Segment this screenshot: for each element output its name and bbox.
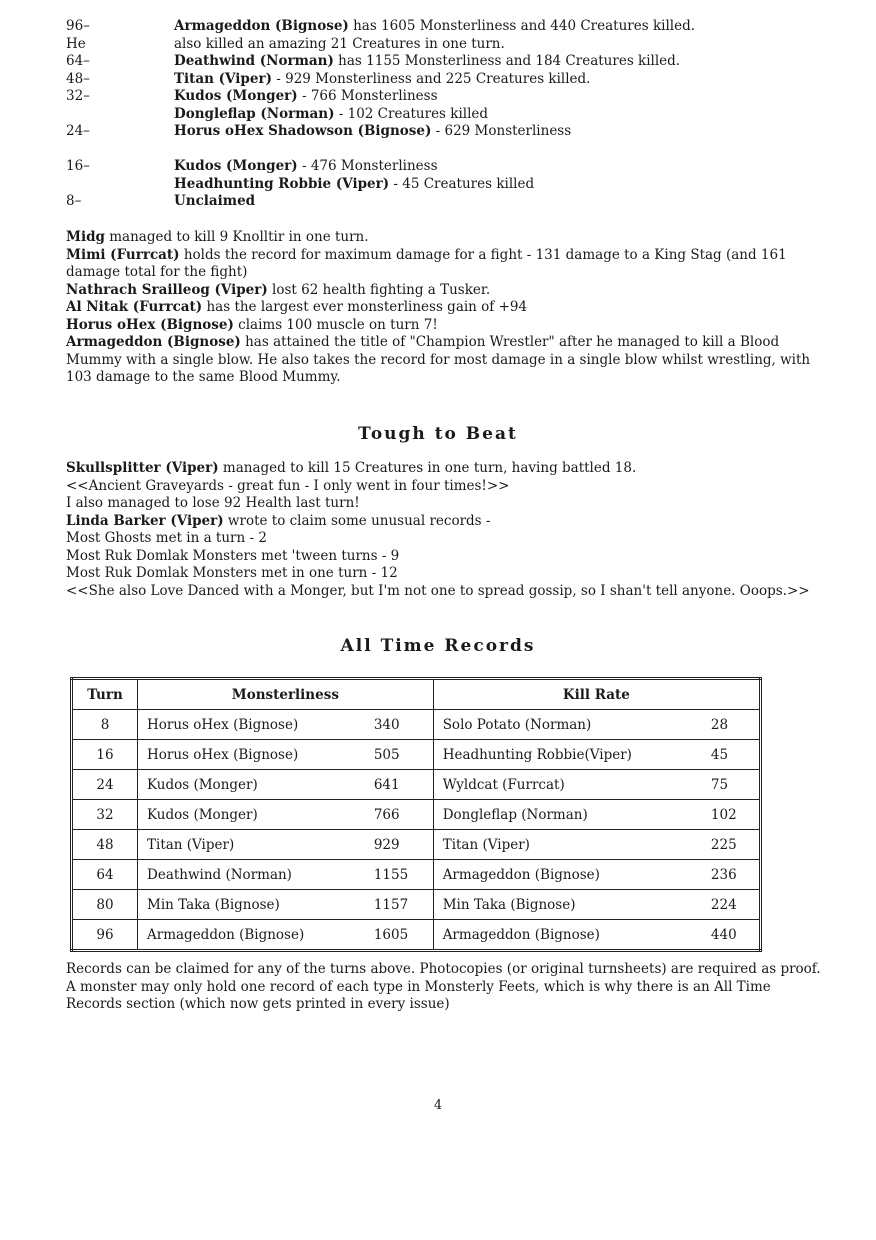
cell-monsterliness-name: Titan (Viper) bbox=[138, 830, 365, 860]
tough-to-beat-heading: Tough to Beat bbox=[358, 424, 518, 444]
tough-line: <<She also Love Danced with a Monger, but I'm not one to spread gossip, so I shan't tell anyone. Ooops.>> bbox=[66, 582, 810, 599]
table-row bbox=[72, 770, 761, 800]
leaderboard-text: Kudos (Monger) - 766 Monsterliness bbox=[174, 88, 438, 104]
leaderboard-text: also killed an amazing 21 Creatures in one turn. bbox=[174, 35, 505, 52]
leaderboard-row bbox=[66, 158, 826, 176]
note-paragraph: Midg managed to kill 9 Knolltir in one turn. bbox=[66, 229, 369, 245]
cell-killrate-name: Armageddon (Bignose) bbox=[433, 860, 702, 890]
cell-monsterliness-value: 1155 bbox=[365, 860, 433, 890]
tough-line: <<Ancient Graveyards - great fun - I only went in four times!>> bbox=[66, 477, 510, 494]
leaderboard-text: Deathwind (Norman) has 1155 Monsterliness and 184 Creatures killed. bbox=[174, 53, 681, 69]
cell-killrate-name: Titan (Viper) bbox=[433, 830, 702, 860]
leaderboard-text: Kudos (Monger) - 476 Monsterliness bbox=[174, 158, 438, 174]
cell-monsterliness-value: 766 bbox=[365, 800, 433, 830]
cell-killrate-name: Dongleflap (Norman) bbox=[433, 800, 702, 830]
cell-turn: 48 bbox=[72, 830, 138, 860]
leaderboard-turn: 48– bbox=[66, 70, 90, 87]
table-row bbox=[72, 920, 761, 951]
header-monsterliness: Monsterliness bbox=[138, 679, 434, 710]
cell-killrate-value: 45 bbox=[702, 740, 761, 770]
header-turn: Turn bbox=[72, 679, 138, 710]
cell-monsterliness-value: 1605 bbox=[365, 920, 433, 951]
all-time-records-table bbox=[70, 677, 762, 952]
cell-killrate-value: 224 bbox=[702, 890, 761, 920]
tough-line: Most Ruk Domlak Monsters met in one turn - 12 bbox=[66, 565, 398, 581]
cell-monsterliness-name: Deathwind (Norman) bbox=[138, 860, 365, 890]
table-row bbox=[72, 710, 761, 740]
cell-killrate-name: Headhunting Robbie(Viper) bbox=[433, 740, 702, 770]
leaderboard-row bbox=[66, 53, 826, 71]
cell-killrate-name: Min Taka (Bignose) bbox=[433, 890, 702, 920]
leaderboard-turn: 96– bbox=[66, 18, 90, 34]
cell-monsterliness-name: Horus oHex (Bignose) bbox=[138, 710, 365, 740]
cell-turn: 32 bbox=[72, 800, 138, 830]
cell-monsterliness-name: Horus oHex (Bignose) bbox=[138, 740, 365, 770]
tough-line: I also managed to lose 92 Health last turn! bbox=[66, 495, 360, 511]
cell-killrate-value: 102 bbox=[702, 800, 761, 830]
leaderboard-text: Unclaimed bbox=[174, 193, 256, 209]
cell-turn: 96 bbox=[72, 920, 138, 951]
cell-monsterliness-value: 505 bbox=[365, 740, 433, 770]
tough-to-beat-section bbox=[66, 460, 826, 600]
leaderboard-row bbox=[66, 88, 826, 106]
header-kill-rate: Kill Rate bbox=[433, 679, 760, 710]
cell-monsterliness-value: 1157 bbox=[365, 890, 433, 920]
cell-turn: 80 bbox=[72, 890, 138, 920]
note-paragraph: Armageddon (Bignose) has attained the title of "Champion Wrestler" after he managed to kill a Blood Mummy with a single blow. He also takes the record for most damage in a single blow whilst wrestling, with 103 damage to the same Blood Mummy. bbox=[66, 334, 811, 385]
cell-killrate-name: Solo Potato (Norman) bbox=[433, 710, 702, 740]
leaderboard-row bbox=[66, 141, 826, 159]
leaderboard-row bbox=[66, 176, 826, 194]
table-header-row bbox=[72, 679, 761, 710]
cell-killrate-name: Wyldcat (Furrcat) bbox=[433, 770, 702, 800]
cell-monsterliness-name: Kudos (Monger) bbox=[138, 800, 365, 830]
leaderboard-row bbox=[66, 193, 826, 211]
note-paragraph: Mimi (Furrcat) holds the record for maximum damage for a fight - 131 damage to a King Stag (and 161 damage total for the fight) bbox=[66, 246, 787, 280]
page-number: 4 bbox=[433, 1098, 443, 1113]
cell-killrate-value: 28 bbox=[702, 710, 761, 740]
cell-turn: 64 bbox=[72, 860, 138, 890]
note-paragraph: Nathrach Srailleog (Viper) lost 62 health fighting a Tusker. bbox=[66, 281, 491, 298]
table-row bbox=[72, 740, 761, 770]
leaderboard-turn bbox=[66, 141, 174, 159]
cell-killrate-name: Armageddon (Bignose) bbox=[433, 920, 702, 951]
cell-killrate-value: 225 bbox=[702, 830, 761, 860]
tough-line: Linda Barker (Viper) wrote to claim some unusual records - bbox=[66, 512, 491, 529]
leaderboard-turn: 32– bbox=[66, 88, 90, 104]
leaderboard-row bbox=[66, 36, 826, 54]
note-paragraph: Al Nitak (Furrcat) has the largest ever monsterliness gain of +94 bbox=[66, 299, 528, 315]
cell-killrate-value: 440 bbox=[702, 920, 761, 951]
footer-paragraph: Records can be claimed for any of the turns above. Photocopies (or original turnsheets) are required as proof. A monster may only hold one record of each type in Monsterly Feets, which is why there is an All Time Records section (which now gets printed in every issue) bbox=[66, 961, 821, 1012]
cell-killrate-value: 75 bbox=[702, 770, 761, 800]
leaderboard-row bbox=[66, 71, 826, 89]
leaderboard-turn: 64– bbox=[66, 53, 90, 69]
cell-turn: 8 bbox=[72, 710, 138, 740]
table-row bbox=[72, 800, 761, 830]
leaderboard-turn: 16– bbox=[66, 158, 90, 174]
leaderboard-turn bbox=[66, 106, 174, 124]
turn-leaderboard bbox=[66, 18, 826, 211]
records-footer bbox=[66, 961, 826, 1014]
cell-monsterliness-name: Min Taka (Bignose) bbox=[138, 890, 365, 920]
tough-line: Skullsplitter (Viper) managed to kill 15 Creatures in one turn, having battled 18. bbox=[66, 460, 637, 476]
leaderboard-text: Armageddon (Bignose) has 1605 Monsterliness and 440 Creatures killed. bbox=[174, 18, 696, 34]
cell-monsterliness-value: 340 bbox=[365, 710, 433, 740]
records-notes bbox=[66, 229, 826, 387]
leaderboard-row bbox=[66, 123, 826, 141]
leaderboard-turn: He bbox=[66, 35, 86, 52]
leaderboard-text: Horus oHex Shadowson (Bignose) - 629 Monsterliness bbox=[174, 123, 572, 139]
cell-killrate-value: 236 bbox=[702, 860, 761, 890]
leaderboard-text: Dongleflap (Norman) - 102 Creatures killed bbox=[174, 105, 489, 122]
cell-monsterliness-name: Kudos (Monger) bbox=[138, 770, 365, 800]
cell-turn: 24 bbox=[72, 770, 138, 800]
table-row bbox=[72, 860, 761, 890]
leaderboard-row bbox=[66, 106, 826, 124]
table-row bbox=[72, 890, 761, 920]
leaderboard-turn: 24– bbox=[66, 123, 90, 139]
cell-monsterliness-value: 641 bbox=[365, 770, 433, 800]
leaderboard-text: Titan (Viper) - 929 Monsterliness and 225 Creatures killed. bbox=[174, 70, 591, 87]
leaderboard-turn: 8– bbox=[66, 193, 82, 209]
cell-turn: 16 bbox=[72, 740, 138, 770]
all-time-records-heading: All Time Records bbox=[340, 636, 536, 656]
cell-monsterliness-value: 929 bbox=[365, 830, 433, 860]
leaderboard-row bbox=[66, 18, 826, 36]
table-row bbox=[72, 830, 761, 860]
cell-monsterliness-name: Armageddon (Bignose) bbox=[138, 920, 365, 951]
tough-line: Most Ghosts met in a turn - 2 bbox=[66, 530, 267, 546]
tough-line: Most Ruk Domlak Monsters met 'tween turns - 9 bbox=[66, 547, 400, 564]
leaderboard-turn bbox=[66, 176, 174, 194]
note-paragraph: Horus oHex (Bignose) claims 100 muscle on turn 7! bbox=[66, 316, 438, 333]
leaderboard-text: Headhunting Robbie (Viper) - 45 Creatures killed bbox=[174, 175, 535, 192]
